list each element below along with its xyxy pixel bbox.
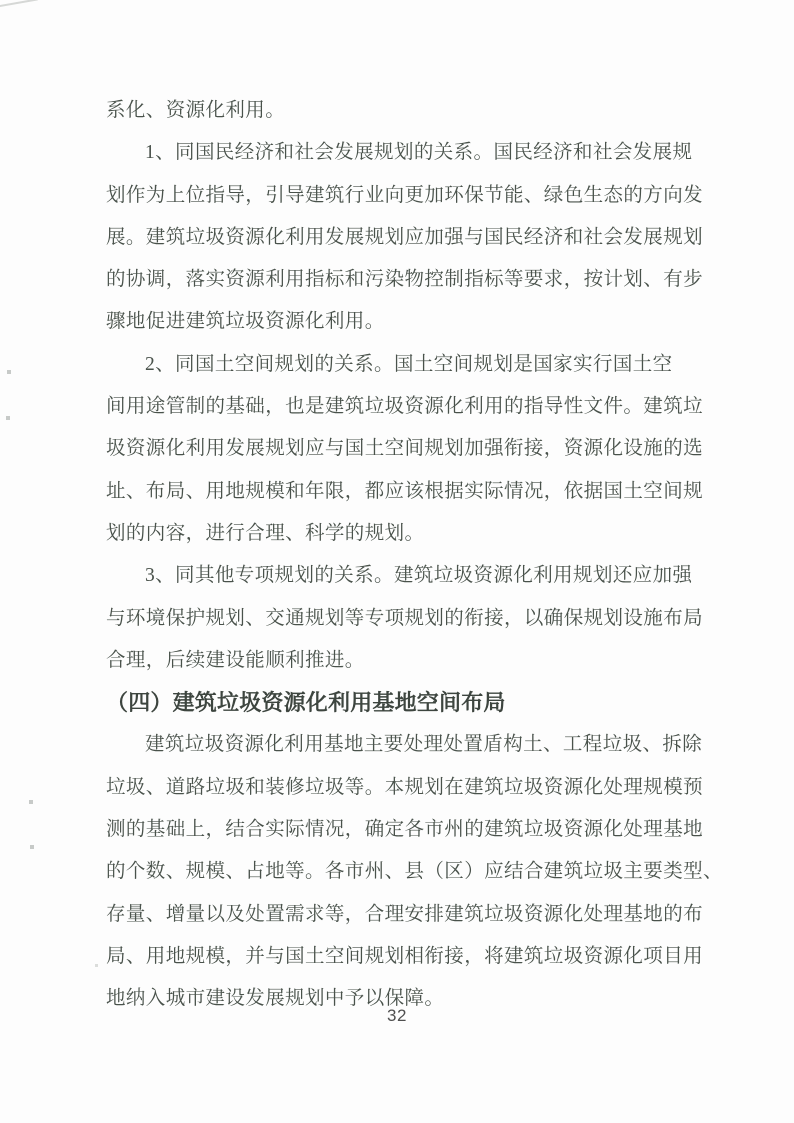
- text-line: 存量、增量以及处置需求等，合理安排建筑垃圾资源化处理基地的布: [106, 903, 704, 925]
- text-line: 3、同其他专项规划的关系。建筑垃圾资源化利用规划还应加强: [145, 565, 693, 587]
- scan-artifact: [29, 800, 33, 804]
- page-number: 32: [387, 1006, 407, 1025]
- text-block: [106, 90, 723, 1021]
- section-heading: [106, 682, 712, 724]
- paragraph-continuation: [106, 90, 712, 132]
- section-heading-text: （四）建筑垃圾资源化利用基地空间布局: [106, 690, 506, 716]
- text-line: 与环境保护规划、交通规划等专项规划的衔接，以确保规划设施布局: [106, 607, 704, 629]
- text-line: 2、同国土空间规划的关系。国土空间规划是国家实行国土空: [145, 353, 673, 375]
- text-line: 1、同国民经济和社会发展规划的关系。国民经济和社会发展规: [145, 142, 693, 164]
- scan-artifact: [6, 416, 10, 420]
- text-line: 址、布局、用地规模和年限，都应该根据实际情况，依据国土空间规: [106, 480, 704, 502]
- text-line: 划的内容，进行合理、科学的规划。: [106, 522, 425, 544]
- text-line: 测的基础上，结合实际情况，确定各市州的建筑垃圾资源化处理基地: [106, 819, 704, 841]
- text-line: 划作为上位指导，引导建筑行业向更加环保节能、绿色生态的方向发: [106, 184, 704, 206]
- paragraph-base-layout: [106, 724, 723, 1020]
- text-line: 的协调，落实资源利用指标和污染物控制指标等要求，按计划、有步: [106, 269, 704, 291]
- text-line: 间用途管制的基础，也是建筑垃圾资源化利用的指导性文件。建筑垃: [106, 396, 704, 418]
- text-line: 垃圾、道路垃圾和装修垃圾等。本规划在建筑垃圾资源化处理规模预: [106, 776, 704, 798]
- paragraph-relation-economy: [106, 132, 712, 343]
- text-line: 地纳入城市建设发展规划中予以保障。: [106, 988, 445, 1010]
- scan-artifact: [0, 0, 38, 8]
- text-line: 合理，后续建设能顺利推进。: [106, 649, 365, 671]
- paragraph-relation-territory: [106, 344, 712, 555]
- text-line: 局、用地规模，并与国土空间规划相衔接，将建筑垃圾资源化项目用: [106, 945, 704, 967]
- text-line: 展。建筑垃圾资源化利用发展规划应加强与国民经济和社会发展规划: [106, 226, 704, 248]
- scan-artifact: [95, 964, 98, 967]
- text-line: 圾资源化利用发展规划应与国土空间规划加强衔接，资源化设施的选: [106, 438, 704, 460]
- text-line: 建筑垃圾资源化利用基地主要处理处置盾构土、工程垃圾、拆除: [145, 734, 703, 756]
- scan-artifact: [7, 370, 11, 374]
- text-line: 系化、资源化利用。: [106, 100, 286, 121]
- text-line: 的个数、规模、占地等。各市州、县（区）应结合建筑垃圾主要类型、: [106, 861, 723, 883]
- text-line: 骤地促进建筑垃圾资源化利用。: [106, 311, 385, 333]
- scan-artifact: [30, 845, 34, 849]
- paragraph-relation-special-plans: [106, 555, 712, 682]
